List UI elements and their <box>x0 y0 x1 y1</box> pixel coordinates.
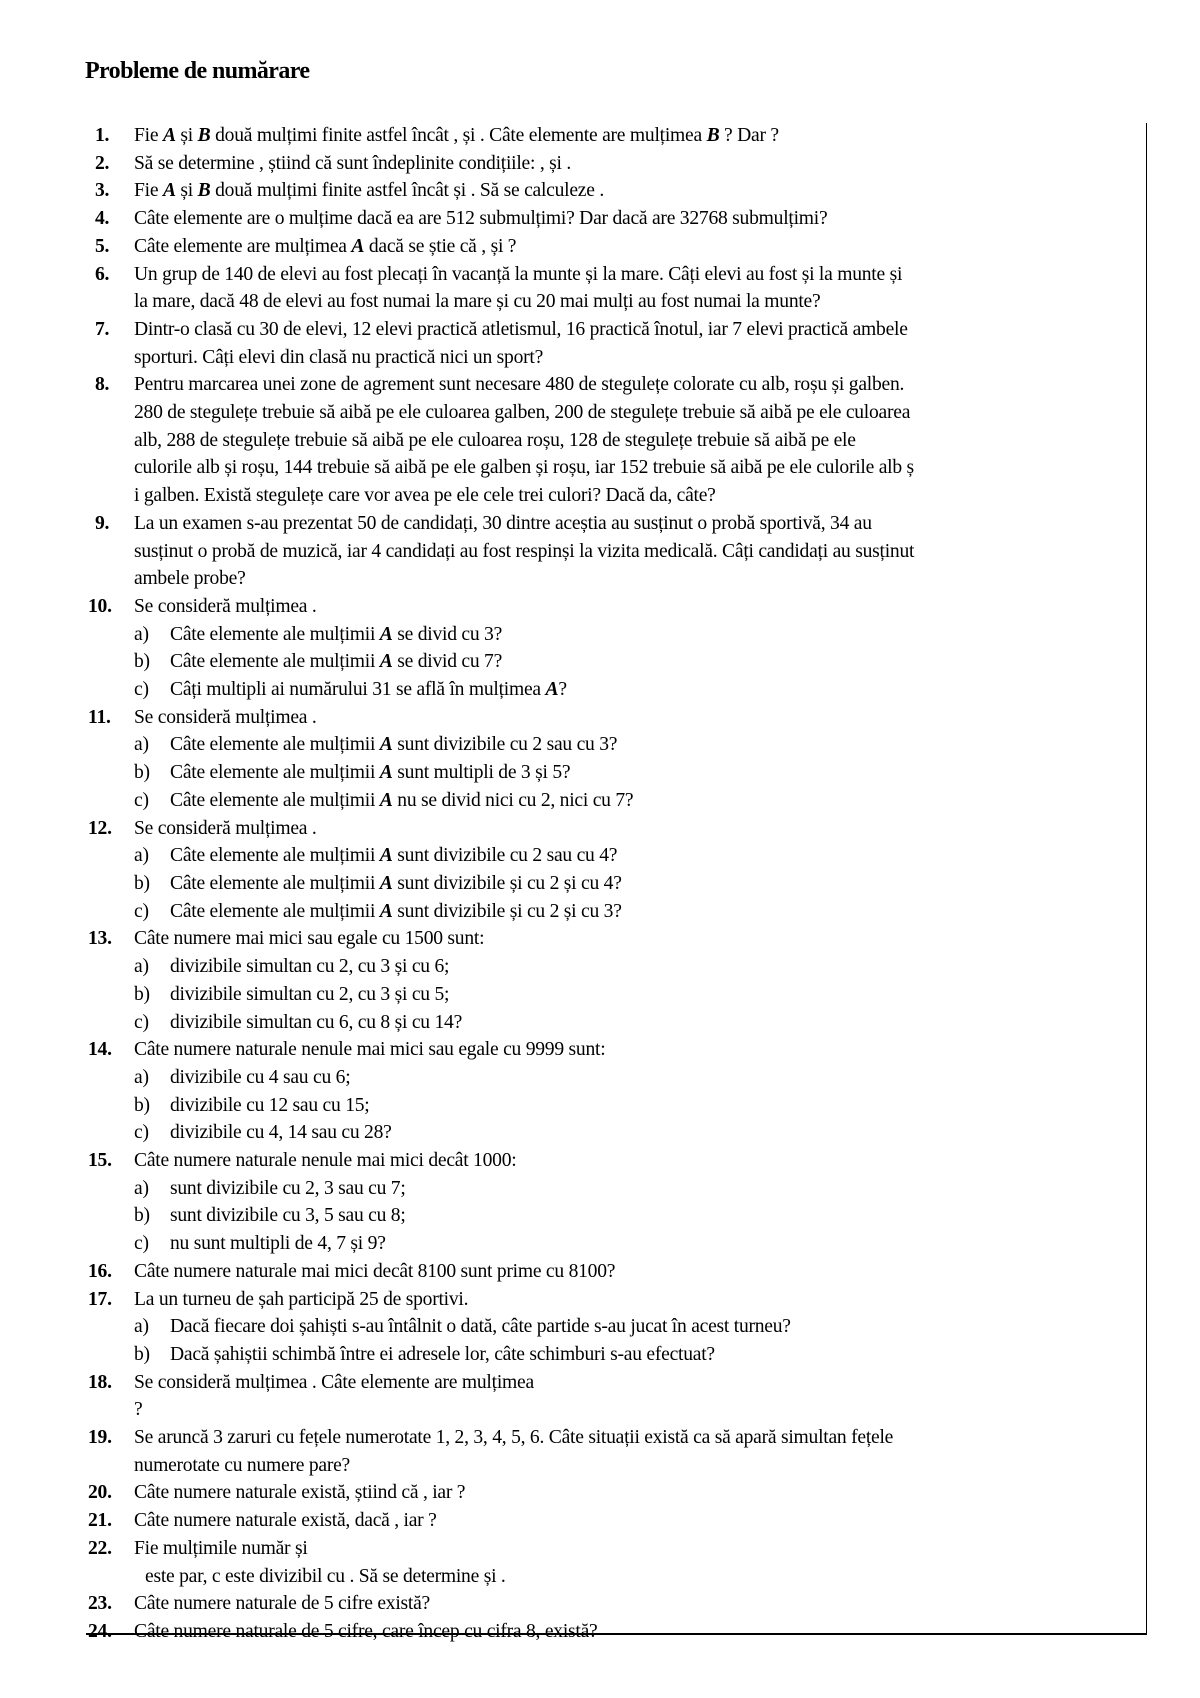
sub-question-text: Câte elemente ale mulțimii A sunt multipli de 3 și 5? <box>170 762 571 784</box>
sub-question-text: Câte elemente ale mulțimii A se divid cu 3? <box>170 623 503 645</box>
problem-number: 24. <box>88 1620 112 1642</box>
problem-text-line: Se aruncă 3 zaruri cu fețele numerotate 1, 2, 3, 4, 5, 6. Câte situații există ca să apară simultan fețele <box>134 1427 894 1449</box>
problem-text-line: 280 de stegulețe trebuie să aibă pe ele culoarea galben, 200 de stegulețe trebuie să aibă pe ele culoarea <box>134 402 911 424</box>
problem-text-line: i galben. Există stegulețe care vor avea pe ele cele trei culori? Dacă da, câte? <box>134 485 716 507</box>
sub-question <box>88 1175 1143 1203</box>
sub-question-letter: a) <box>134 1177 149 1199</box>
problem-number: 23. <box>88 1593 112 1615</box>
problem-text-line: Pentru marcarea unei zone de agrement sunt necesare 480 de stegulețe colorate cu alb, roșu și galben. <box>134 374 905 396</box>
sub-question-text: divizibile simultan cu 6, cu 8 și cu 14? <box>170 1011 463 1033</box>
problem-text-line: ambele probe? <box>134 568 246 590</box>
problem-text-line: Câte numere naturale nenule mai mici sau egale cu 9999 sunt: <box>134 1039 606 1061</box>
problem-number: 20. <box>88 1482 112 1504</box>
sub-question-letter: a) <box>134 734 149 756</box>
problem-text-line: susținut o probă de muzică, iar 4 candidați au fost respinși la vizita medicală. Câți candidați au susținut <box>134 540 915 562</box>
sub-question-text: Câți multipli ai numărului 31 se află în mulțimea A? <box>170 679 567 701</box>
sub-question <box>88 621 1143 649</box>
sub-question-letter: c) <box>134 900 149 922</box>
problem-text-line: Fie A și B două mulțimi finite astfel încât și . Să se calculeze . <box>134 180 604 202</box>
problem-text-line: Se consideră mulțimea . <box>134 595 317 617</box>
problem-number: 8. <box>95 374 110 396</box>
sub-question-text: Câte elemente ale mulțimii A sunt divizibile și cu 2 și cu 3? <box>170 900 622 922</box>
problem-text-line: Un grup de 140 de elevi au fost plecați în vacanță la munte și la mare. Câți elevi au fost și la munte și <box>134 263 903 285</box>
problem-number: 10. <box>88 595 112 617</box>
set-variable: A <box>379 623 393 645</box>
set-variable: A <box>379 734 393 756</box>
problem-number: 5. <box>95 235 110 257</box>
problem-number: 19. <box>88 1427 112 1449</box>
problem-item <box>88 261 1143 316</box>
sub-question-letter: b) <box>134 1205 150 1227</box>
sub-question-text: divizibile cu 4 sau cu 6; <box>170 1066 351 1088</box>
sub-question <box>88 731 1143 759</box>
problem-number: 22. <box>88 1537 112 1559</box>
problem-item <box>88 205 1143 233</box>
problem-text-line: culorile alb și roșu, 144 trebuie să aibă pe ele galben și roșu, iar 152 trebuie să aibă pe ele culorile alb ș <box>134 457 914 479</box>
set-variable: A <box>162 125 176 146</box>
problem-number: 2. <box>95 152 110 174</box>
problem-item <box>88 510 1143 593</box>
problem-text-line: Câte numere mai mici sau egale cu 1500 sunt: <box>134 928 485 950</box>
problem-item <box>88 593 1143 621</box>
problem-item <box>88 1036 1143 1064</box>
sub-question <box>88 870 1143 898</box>
problem-number: 16. <box>88 1260 112 1282</box>
set-variable: B <box>197 125 211 146</box>
problem-text-line: Fie A și B două mulțimi finite astfel încât , și . Câte elemente are mulțimea B ? Dar ? <box>134 125 779 146</box>
problem-item <box>88 925 1143 953</box>
problem-item <box>88 1369 1143 1424</box>
problem-text-line: Dintr-o clasă cu 30 de elevi, 12 elevi practică atletismul, 16 practică înotul, iar 7 elevi practică ambele <box>134 318 908 340</box>
sub-question-text: Câte elemente ale mulțimii A se divid cu 7? <box>170 651 503 673</box>
problem-text-line: sporturi. Câți elevi din clasă nu practică nici un sport? <box>134 346 544 368</box>
sub-question-text: nu sunt multipli de 4, 7 și 9? <box>170 1233 386 1255</box>
problem-item <box>88 150 1143 178</box>
problem-number: 1. <box>95 125 110 146</box>
problem-item <box>88 316 1143 371</box>
problem-number: 7. <box>95 318 110 340</box>
set-variable: A <box>162 180 176 202</box>
set-variable: A <box>351 235 365 257</box>
sub-question-text: sunt divizibile cu 2, 3 sau cu 7; <box>170 1177 406 1199</box>
set-variable: A <box>379 845 393 867</box>
problem-text-line: Se consideră mulțimea . <box>134 706 317 728</box>
problem-text-line: Câte numere naturale există, știind că , iar ? <box>134 1482 466 1504</box>
problem-text-line: La un turneu de șah participă 25 de sportivi. <box>134 1288 469 1310</box>
problem-text-line: Câte elemente are mulțimea A dacă se știe că , și ? <box>134 235 517 257</box>
sub-question-text: divizibile simultan cu 2, cu 3 și cu 5; <box>170 983 450 1005</box>
problem-item <box>88 371 1143 510</box>
sub-question <box>88 759 1143 787</box>
sub-question-text: Dacă șahiștii schimbă între ei adresele lor, câte schimburi s-au efectuat? <box>170 1343 715 1365</box>
problem-item <box>88 1147 1143 1175</box>
problem-text-line: Câte elemente are o mulțime dacă ea are 512 submulțimi? Dar dacă are 32768 submulțimi? <box>134 208 828 230</box>
sub-question-letter: b) <box>134 1094 150 1116</box>
problem-item <box>88 1507 1143 1535</box>
sub-question <box>88 648 1143 676</box>
problem-item <box>88 1535 1143 1563</box>
set-variable: A <box>545 679 559 701</box>
sub-question-letter: c) <box>134 1122 149 1144</box>
problem-item <box>88 1590 1143 1618</box>
problem-text-line: Câte numere naturale de 5 cifre există? <box>134 1593 430 1615</box>
sub-question-text: sunt divizibile cu 3, 5 sau cu 8; <box>170 1205 406 1227</box>
problem-list <box>88 122 1143 1646</box>
problem-number: 3. <box>95 180 110 202</box>
sub-question-text: Dacă fiecare doi șahiști s-au întâlnit o dată, câte partide s-au jucat în acest turneu? <box>170 1316 791 1338</box>
problem-text-line: La un examen s-au prezentat 50 de candidați, 30 dintre aceștia au susținut o probă sportivă, 34 au <box>134 512 872 534</box>
problem-number: 17. <box>88 1288 112 1310</box>
sub-question-letter: c) <box>134 1011 149 1033</box>
problem-text-line: Se consideră mulțimea . Câte elemente are mulțimea <box>134 1371 534 1393</box>
sub-question <box>88 981 1143 1009</box>
problem-text-line: Câte numere naturale de 5 cifre, care încep cu cifra 8, există? <box>134 1620 598 1642</box>
sub-question-text: Câte elemente ale mulțimii A sunt divizibile cu 2 sau cu 3? <box>170 734 618 756</box>
problem-item <box>88 1258 1143 1286</box>
sub-question-letter: b) <box>134 983 150 1005</box>
sub-question <box>88 1341 1143 1369</box>
problem-number: 12. <box>88 817 112 839</box>
sub-question-text: Câte elemente ale mulțimii A sunt divizibile și cu 2 și cu 4? <box>170 872 622 894</box>
sub-question-letter: a) <box>134 956 149 978</box>
sub-question-text: divizibile simultan cu 2, cu 3 și cu 6; <box>170 956 450 978</box>
problem-item <box>88 1424 1143 1479</box>
sub-question <box>88 676 1143 704</box>
sub-question <box>88 953 1143 981</box>
problem-number: 6. <box>95 263 110 285</box>
problem-item <box>88 177 1143 205</box>
problem-number: 21. <box>88 1510 112 1532</box>
sub-question-text: Câte elemente ale mulțimii A sunt divizibile cu 2 sau cu 4? <box>170 845 618 867</box>
sub-question <box>88 842 1143 870</box>
problem-text-line: este par, c este divizibil cu . Să se determine și . <box>145 1565 506 1587</box>
sub-question-letter: b) <box>134 872 150 894</box>
problem-item <box>88 1286 1143 1314</box>
sub-question <box>88 1202 1143 1230</box>
sub-question-letter: b) <box>134 651 150 673</box>
page-title: Probleme de numărare <box>85 58 310 84</box>
sub-question-letter: b) <box>134 762 150 784</box>
sub-question-letter: a) <box>134 623 149 645</box>
set-variable: B <box>197 180 211 202</box>
sub-question <box>88 1313 1143 1341</box>
problem-number: 9. <box>95 512 110 534</box>
sub-question-letter: a) <box>134 1316 149 1338</box>
problem-item <box>88 233 1143 261</box>
problem-text-line: ? <box>134 1399 143 1421</box>
sub-question <box>88 1092 1143 1120</box>
set-variable: B <box>706 125 720 146</box>
problem-item <box>88 1618 1143 1646</box>
problem-text-line: Câte numere naturale nenule mai mici decât 1000: <box>134 1150 517 1172</box>
sub-question <box>88 898 1143 926</box>
problem-text-line: Câte numere naturale mai mici decât 8100 sunt prime cu 8100? <box>134 1260 616 1282</box>
problem-text-line: Se consideră mulțimea . <box>134 817 317 839</box>
sub-question <box>88 1009 1143 1037</box>
problem-text-line: Fie mulțimile număr și <box>134 1537 308 1559</box>
problem-number: 18. <box>88 1371 112 1393</box>
problem-item <box>88 704 1143 732</box>
set-variable: A <box>379 651 393 673</box>
sub-question <box>88 787 1143 815</box>
sub-question <box>88 1064 1143 1092</box>
sub-question <box>88 1119 1143 1147</box>
problem-number: 13. <box>88 928 112 950</box>
sub-question-letter: a) <box>134 1066 149 1088</box>
problem-item <box>88 122 1143 150</box>
problem-number: 15. <box>88 1150 112 1172</box>
set-variable: A <box>379 900 393 922</box>
problem-item <box>88 815 1143 843</box>
sub-question-letter: c) <box>134 789 149 811</box>
sub-question <box>88 1230 1143 1258</box>
sub-question-letter: c) <box>134 679 149 701</box>
problem-text-line: la mare, dacă 48 de elevi au fost numai la mare și cu 20 mai mulți au fost numai la munte? <box>134 291 821 313</box>
sub-question-letter: b) <box>134 1343 150 1365</box>
set-variable: A <box>379 789 393 811</box>
problem-number: 11. <box>88 706 111 728</box>
problem-text-line: alb, 288 de stegulețe trebuie să aibă pe ele culoarea roșu, 128 de stegulețe trebuie să aibă pe ele <box>134 429 856 451</box>
problem-text-line: Să se determine , știind că sunt îndeplinite condițiile: , și . <box>134 152 572 174</box>
sub-question-text: divizibile cu 12 sau cu 15; <box>170 1094 370 1116</box>
sub-question-text: divizibile cu 4, 14 sau cu 28? <box>170 1122 392 1144</box>
problem-text-line: numerotate cu numere pare? <box>134 1454 350 1476</box>
problem-text-line: Câte numere naturale există, dacă , iar ? <box>134 1510 437 1532</box>
sub-question-text: Câte elemente ale mulțimii A nu se divid nici cu 2, nici cu 7? <box>170 789 634 811</box>
sub-question-letter: a) <box>134 845 149 867</box>
set-variable: A <box>379 762 393 784</box>
problem-number: 4. <box>95 208 110 230</box>
set-variable: A <box>379 872 393 894</box>
problem-number: 14. <box>88 1039 112 1061</box>
sub-question-letter: c) <box>134 1233 149 1255</box>
problem-item <box>88 1479 1143 1507</box>
